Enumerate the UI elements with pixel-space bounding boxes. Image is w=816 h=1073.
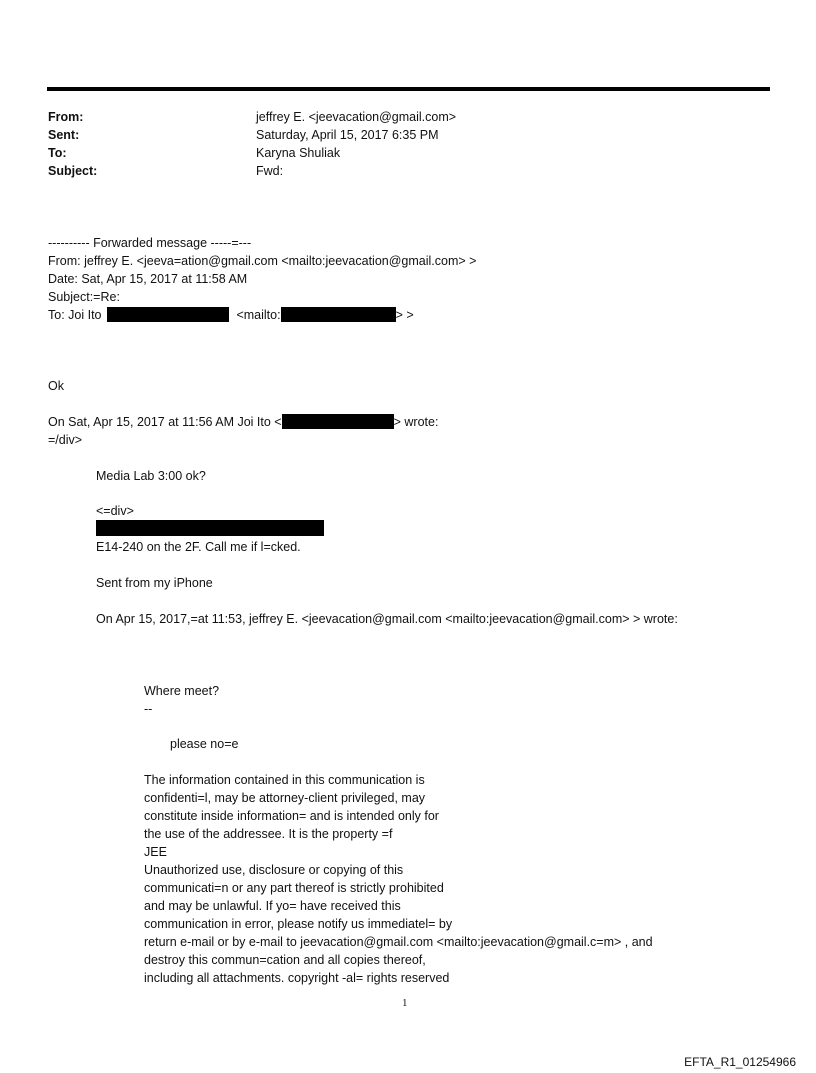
quoted-sent-from: Sent from my iPhone (96, 576, 213, 590)
header-label: From: (48, 110, 84, 124)
header-value: jeffrey E. <jeevacation@gmail.com> (256, 110, 457, 124)
quoted-room: E14-240 on the 2F. Call me if l=cked. (96, 540, 301, 554)
header-rule (47, 87, 770, 91)
quoted-media-lab: Media Lab 3:00 ok? (96, 469, 206, 483)
redaction-block (96, 520, 324, 536)
header-value: Fwd: (256, 164, 284, 178)
forwarded-date: Date: Sat, Apr 15, 2017 at 11:58 AM (48, 272, 248, 286)
reply-ok: Ok (48, 379, 64, 393)
reply-on-line (48, 413, 438, 431)
signature-dashes: -- (144, 702, 153, 716)
reply-div-close: =/div> (48, 433, 83, 447)
page-number: 1 (402, 997, 408, 1009)
disclaimer-line: Unauthorized use, disclosure or copying of this (144, 863, 404, 877)
reply-on-suffix: > wrote: (393, 415, 439, 429)
disclaimer-line: JEE (144, 845, 167, 859)
forwarded-to-prefix: To: Joi Ito (48, 308, 102, 322)
header-value: Karyna Shuliak (256, 146, 341, 160)
forwarded-to-mailto: <mailto: (236, 308, 281, 322)
quoted-where-meet: Where meet? (144, 684, 220, 698)
forwarded-to (48, 306, 414, 324)
disclaimer-line: return e-mail or by e-mail to jeevacation@gmail.com <mailto:jeevacation@gmail.c=m> , and (144, 935, 653, 949)
header-label: Sent: (48, 128, 80, 142)
disclaimer-line: The information contained in this communication is (144, 773, 425, 787)
disclaimer-line: confidenti=l, may be attorney-client privileged, may (144, 791, 426, 805)
forwarded-to-suffix: > > (395, 308, 414, 322)
header-label: Subject: (48, 164, 98, 178)
header-row-subject (48, 162, 748, 180)
forwarded-separator: ---------- Forwarded message -----=--- (48, 236, 252, 250)
disclaimer-line: the use of the addressee. It is the property =f (144, 827, 393, 841)
quoted-div-open: <=div> (96, 504, 134, 518)
redaction-bar (281, 307, 396, 322)
redaction-bar (107, 307, 229, 322)
disclaimer-line: destroy this commun=cation and all copies thereof, (144, 953, 426, 967)
forwarded-from: From: jeffrey E. <jeeva=ation@gmail.com <mailto:jeevacation@gmail.com> > (48, 254, 477, 268)
forwarded-subject: Subject:=Re: (48, 290, 120, 304)
header-row-to (48, 144, 748, 162)
header-label: To: (48, 146, 67, 160)
disclaimer-line: including all attachments. copyright -al= rights reserved (144, 971, 450, 985)
reply-on-prefix: On Sat, Apr 15, 2017 at 11:56 AM Joi Ito < (48, 415, 282, 429)
disclaimer-line: communicati=n or any part thereof is strictly prohibited (144, 881, 444, 895)
disclaimer-line: constitute inside information= and is intended only for (144, 809, 439, 823)
signature-please: please no=e (170, 737, 239, 751)
disclaimer-line: communication in error, please notify us immediatel= by (144, 917, 453, 931)
header-row-from (48, 108, 748, 126)
redaction-bar (282, 414, 394, 429)
disclaimer-line: and may be unlawful. If yo= have received this (144, 899, 401, 913)
header-row-sent (48, 126, 748, 144)
document-id: EFTA_R1_01254966 (684, 1055, 796, 1069)
header-value: Saturday, April 15, 2017 6:35 PM (256, 128, 439, 142)
quoted-on-line: On Apr 15, 2017,=at 11:53, jeffrey E. <jeevacation@gmail.com <mailto:jeevacation@gmail.com> > wrote: (96, 612, 678, 626)
